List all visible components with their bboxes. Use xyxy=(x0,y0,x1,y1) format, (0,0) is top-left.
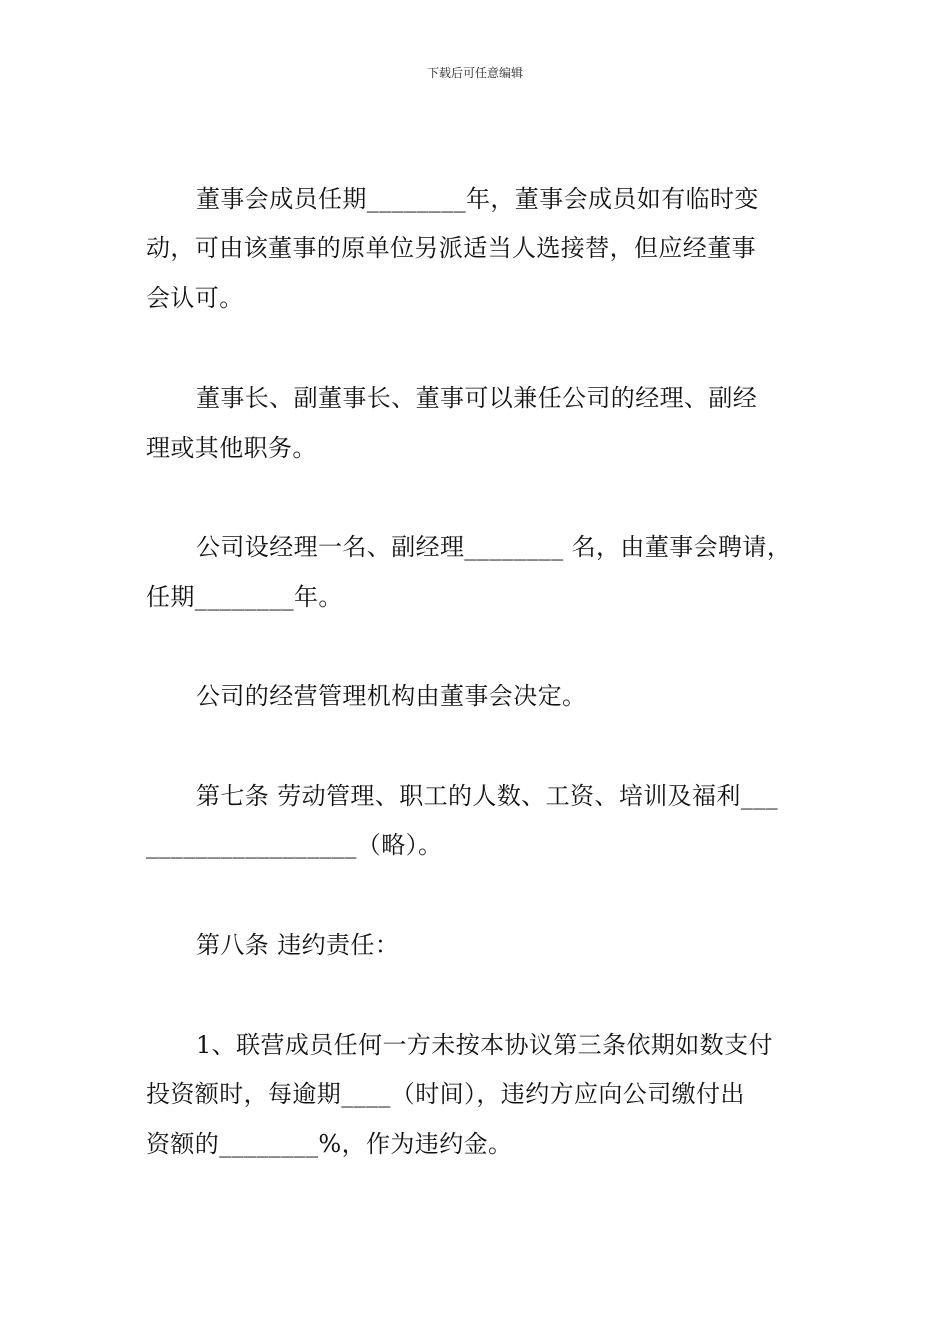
paragraph-1-line-2: 动，可由该董事的原单位另派适当人选接替，但应经董事 xyxy=(146,234,756,262)
paragraph-7-line-1: 1、联营成员任何一方未按本协议第三条依期如数支付 xyxy=(196,1031,773,1059)
paragraph-2-line-1: 董事长、副董事长、董事可以兼任公司的经理、副经 xyxy=(196,384,758,412)
paragraph-1-line-3: 会认可。 xyxy=(146,284,244,312)
paragraph-7-line-3: 资额的________%，作为违约金。 xyxy=(146,1130,513,1158)
paragraph-5-line-1: 第七条 劳动管理、职工的人数、工资、培训及福利___ xyxy=(196,782,779,810)
paragraph-2-line-2: 理或其他职务。 xyxy=(146,434,317,462)
paragraph-5-line-2: _________________（略）。 xyxy=(146,831,443,859)
paragraph-3-line-2: 任期________年。 xyxy=(146,583,343,611)
paragraph-3-line-1: 公司设经理一名、副经理________ 名，由董事会聘请， xyxy=(196,533,792,561)
paragraph-7-line-2: 投资额时，每逾期____（时间），违约方应向公司缴付出 xyxy=(146,1080,745,1108)
paragraph-4-line-1: 公司的经营管理机构由董事会决定。 xyxy=(196,682,587,710)
paragraph-1-line-1: 董事会成员任期________年，董事会成员如有临时变 xyxy=(196,185,759,213)
page-header: 下载后可任意编辑 xyxy=(426,66,523,80)
paragraph-6-line-1: 第八条 违约责任： xyxy=(196,931,400,959)
